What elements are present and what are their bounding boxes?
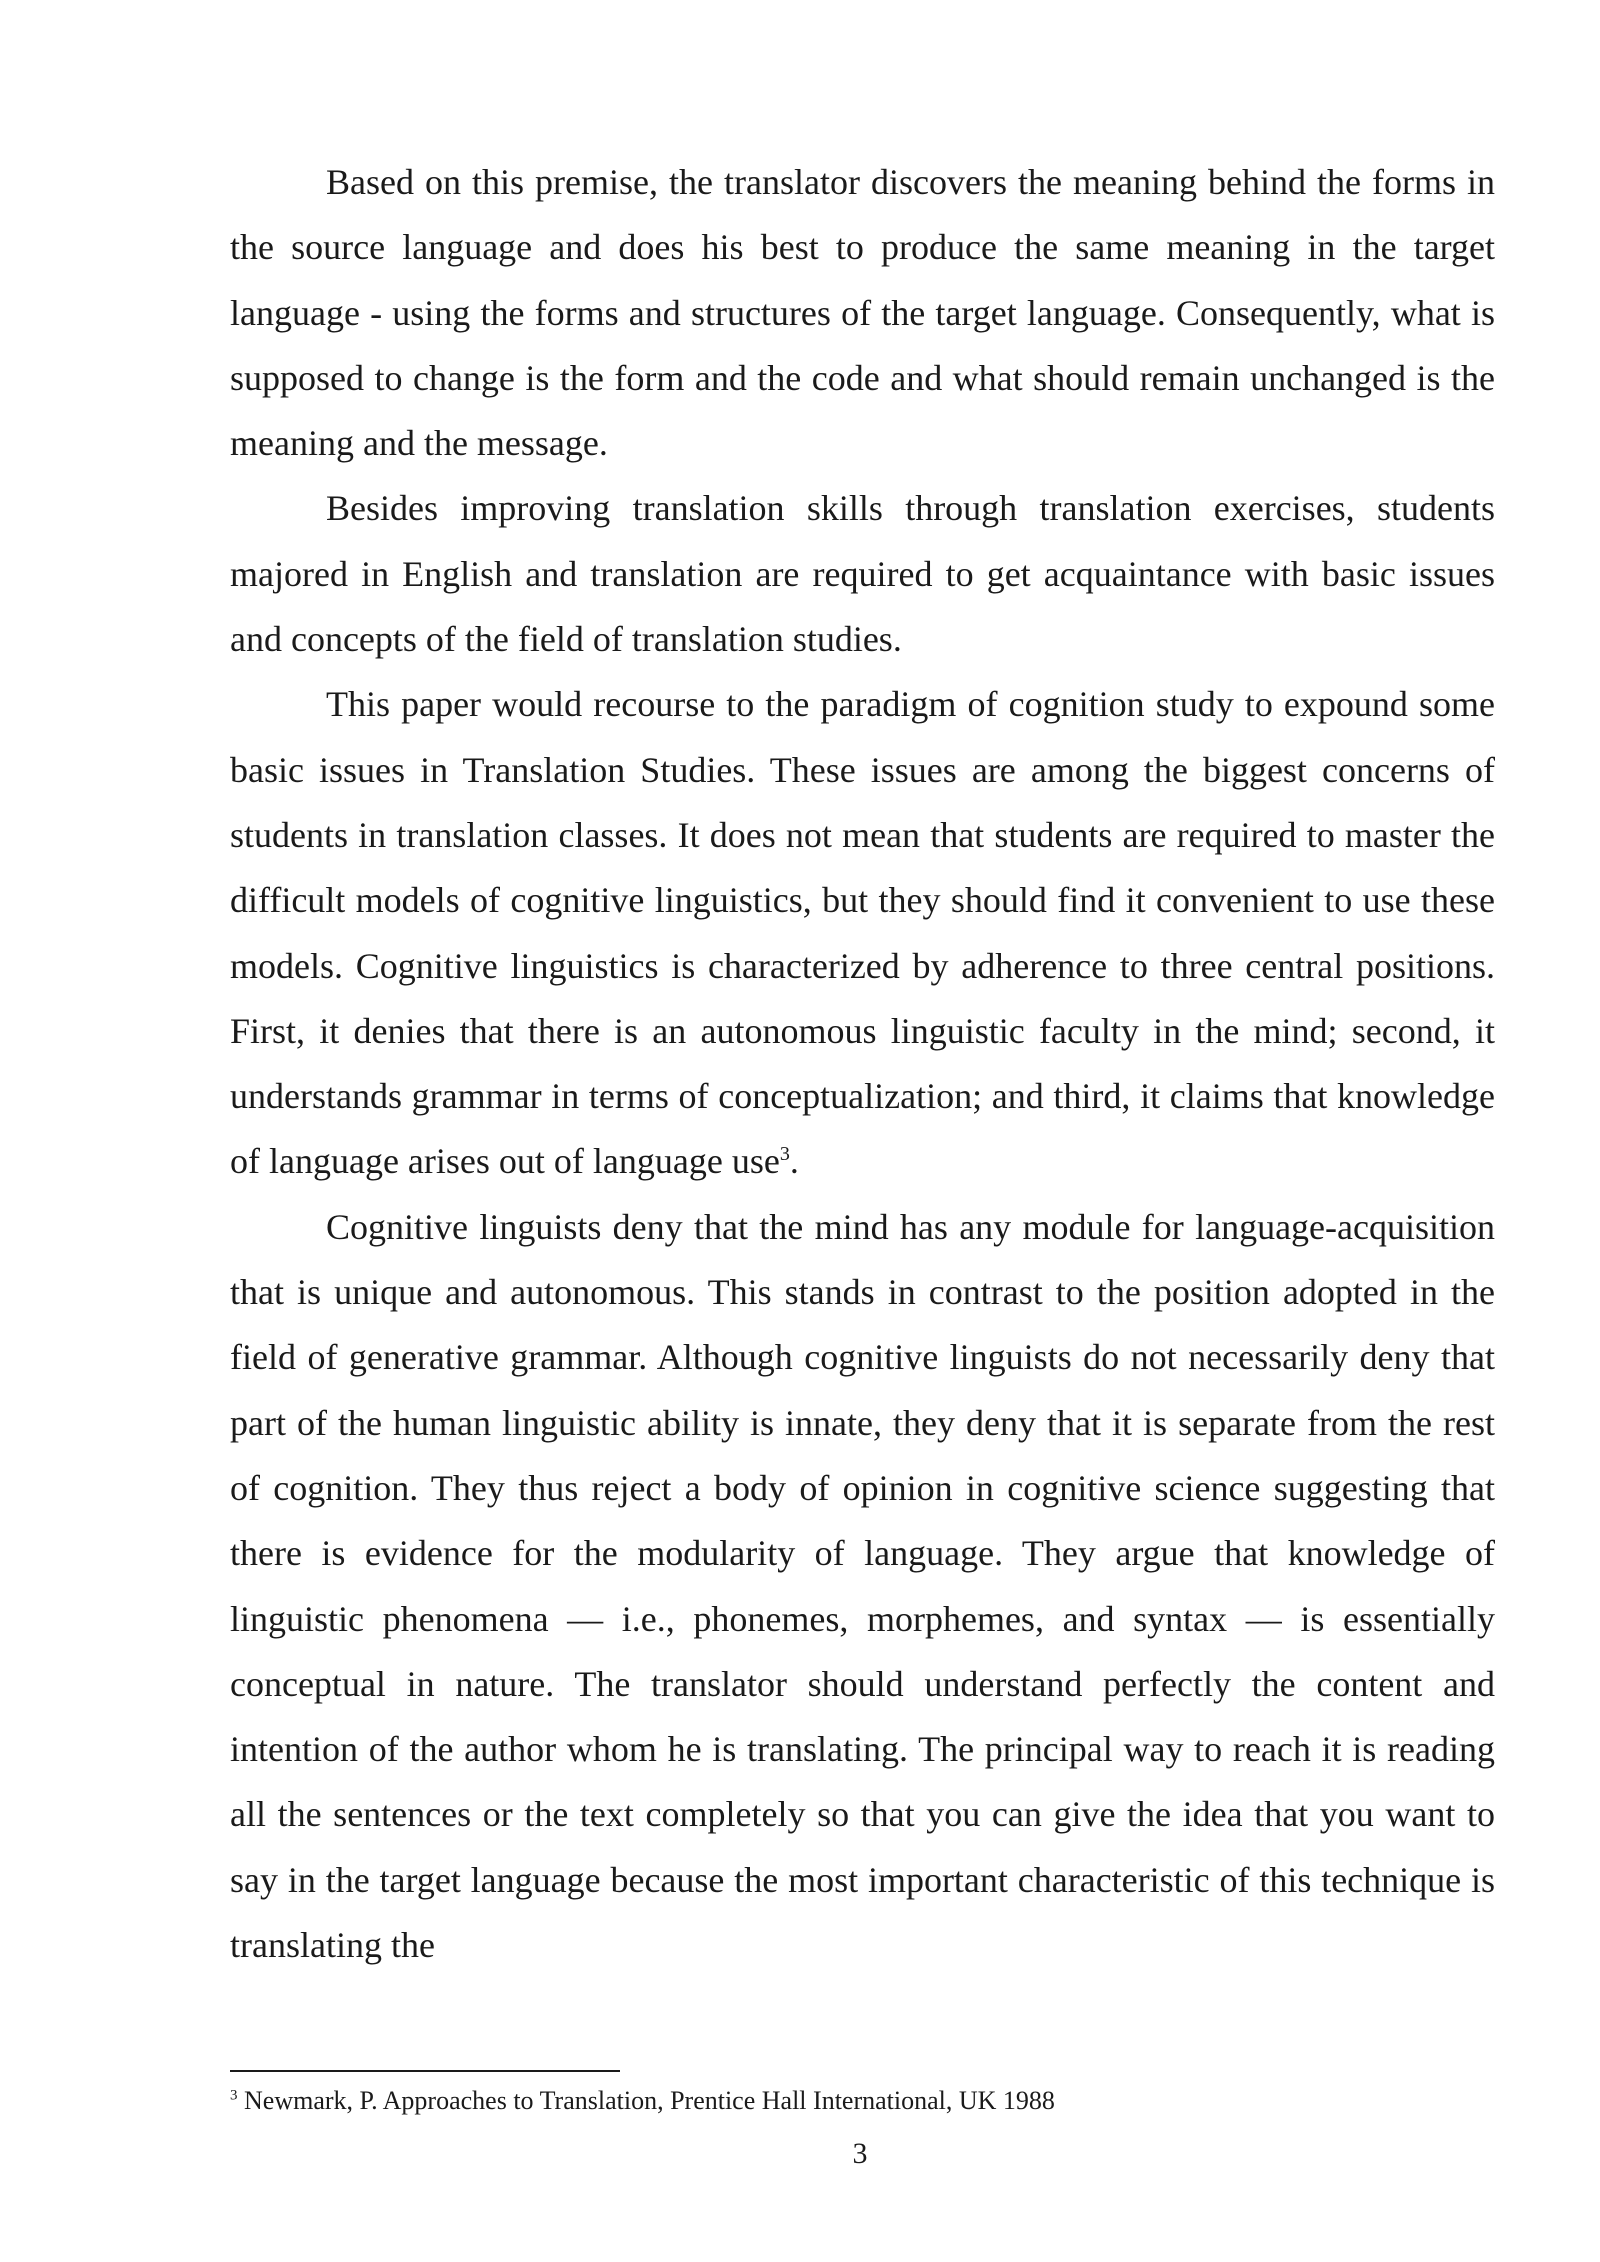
paragraph-cognition-study: [230, 672, 1495, 1194]
page-number: 3: [852, 2137, 868, 2170]
paragraph-translation-skills: Besides improving translation skills through translation exercises, students majored in English and translation are required to get acquaintance with basic issues and concepts of the field of translation studies.: [230, 488, 1495, 660]
footnote-reference: 3: [779, 1143, 790, 1166]
paragraph-cognitive-linguists: Cognitive linguists deny that the mind has any module for language-acquisition that is unique and autonomous. This stands in contrast to the position adopted in the field of generative grammar. Although cognitive linguists do not necessarily deny that part of the human linguistic ability is innate, they deny that it is separate from the rest of cognition. They thus reject a body of opinion in cognitive science suggesting that there is evidence for the modularity of language. They argue that knowledge of linguistic phenomena — i.e., phonemes, morphemes, and syntax — is essentially conceptual in nature. The translator should understand perfectly the content and intention of the author whom he is translating. The principal way to reach it is reading all the sentences or the text completely so that you can give the idea that you want to say in the target language because the most important characteristic of this technique is translating the: [230, 1206, 1495, 1966]
footnote-number: 3: [230, 2087, 238, 2104]
document-body: [230, 150, 1495, 1978]
paragraph-cognition-study-text: This paper would recourse to the paradigm of cognition study to expound some basic issues in Translation Studies. These issues are among the biggest concerns of students in translation classes. It does not mean that students are required to master the difficult models of cognitive linguistics, but they should find it convenient to use these models. Cognitive linguistics is characterized by adherence to three central positions. First, it denies that there is an autonomous linguistic faculty in the mind; second, it understands grammar in terms of conceptualization; and third, it claims that knowledge of language arises out of language use: [230, 684, 1495, 1182]
footnote-text: Newmark, P. Approaches to Translation, Prentice Hall International, UK 1988: [237, 2086, 1055, 2115]
paragraph-premise: Based on this premise, the translator discovers the meaning behind the forms in the source language and does his best to produce the same meaning in the target language - using the forms and structures of the target language. Consequently, what is supposed to change is the form and the code and what should remain unchanged is the meaning and the message.: [230, 162, 1495, 464]
footnote-divider: [230, 2070, 620, 2072]
paragraph-cognition-study-end: .: [789, 1141, 799, 1182]
footnote: [230, 2084, 1055, 2118]
